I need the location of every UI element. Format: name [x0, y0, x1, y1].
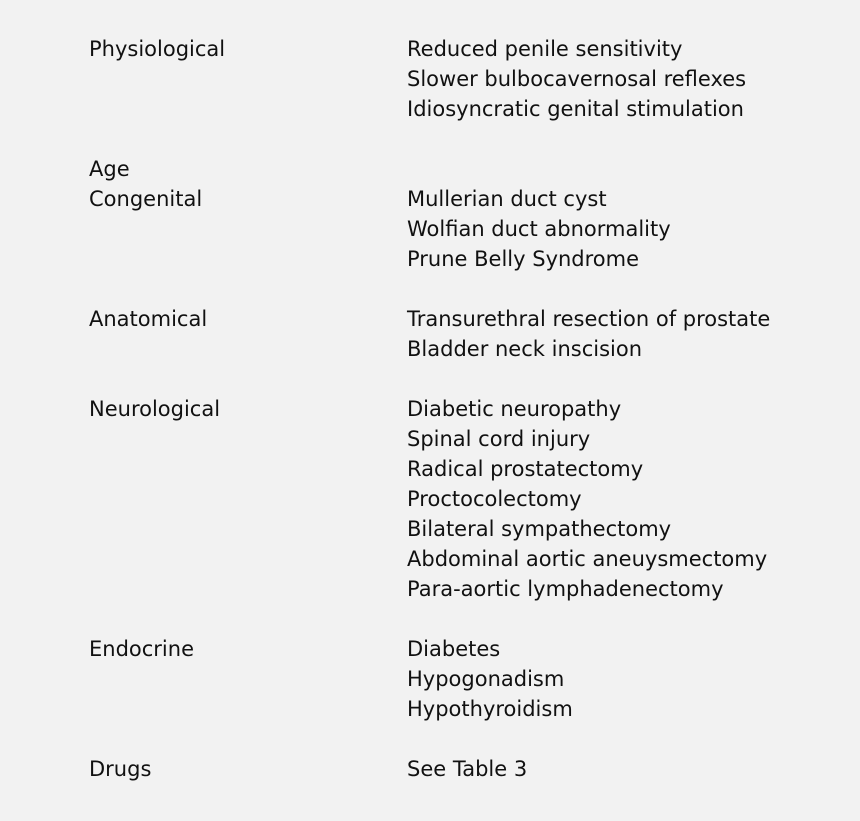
- list-item: Slower bulbocavernosal reflexes: [407, 67, 747, 91]
- table-row-neurological: [89, 394, 829, 604]
- category-label: Neurological: [89, 397, 221, 421]
- list-item: Hypogonadism: [407, 667, 565, 691]
- list-item: Proctocolectomy: [407, 487, 582, 511]
- table-row-physiological: [89, 34, 829, 124]
- list-item: Bilateral sympathectomy: [407, 517, 672, 541]
- list-item: Diabetic neuropathy: [407, 397, 622, 421]
- item-list: [407, 304, 829, 364]
- item-list: [407, 184, 829, 274]
- list-item: Wolfian duct abnormality: [407, 217, 671, 241]
- table-row-anatomical: [89, 304, 829, 364]
- category-label: Age: [89, 157, 130, 181]
- category-label: Physiological: [89, 37, 226, 61]
- list-item: Idiosyncratic genital stimulation: [407, 97, 744, 121]
- list-item: Para-aortic lymphadenectomy: [407, 577, 724, 601]
- category-label: Congenital: [89, 187, 203, 211]
- list-item: Transurethral resection of prostate: [407, 307, 771, 331]
- item-list: [407, 634, 829, 724]
- list-item: Prune Belly Syndrome: [407, 247, 640, 271]
- list-item: Spinal cord injury: [407, 427, 591, 451]
- item-list: [407, 754, 829, 784]
- list-item: Reduced penile sensitivity: [407, 37, 683, 61]
- table-row-age: [89, 154, 829, 184]
- list-item: See Table 3: [407, 757, 528, 781]
- table-row-congenital: [89, 184, 829, 274]
- category-label: Endocrine: [89, 637, 194, 661]
- list-item: Bladder neck inscision: [407, 337, 643, 361]
- category-label: Anatomical: [89, 307, 208, 331]
- item-list: [407, 394, 829, 604]
- list-item: Abdominal aortic aneuysmectomy: [407, 547, 768, 571]
- table-row-endocrine: [89, 634, 829, 724]
- list-item: Radical prostatectomy: [407, 457, 644, 481]
- list-item: Hypothyroidism: [407, 697, 573, 721]
- list-item: Diabetes: [407, 637, 501, 661]
- item-list: [407, 34, 829, 124]
- category-label: Drugs: [89, 757, 152, 781]
- table-row-drugs: [89, 754, 829, 784]
- list-item: Mullerian duct cyst: [407, 187, 607, 211]
- causes-table: [89, 34, 829, 784]
